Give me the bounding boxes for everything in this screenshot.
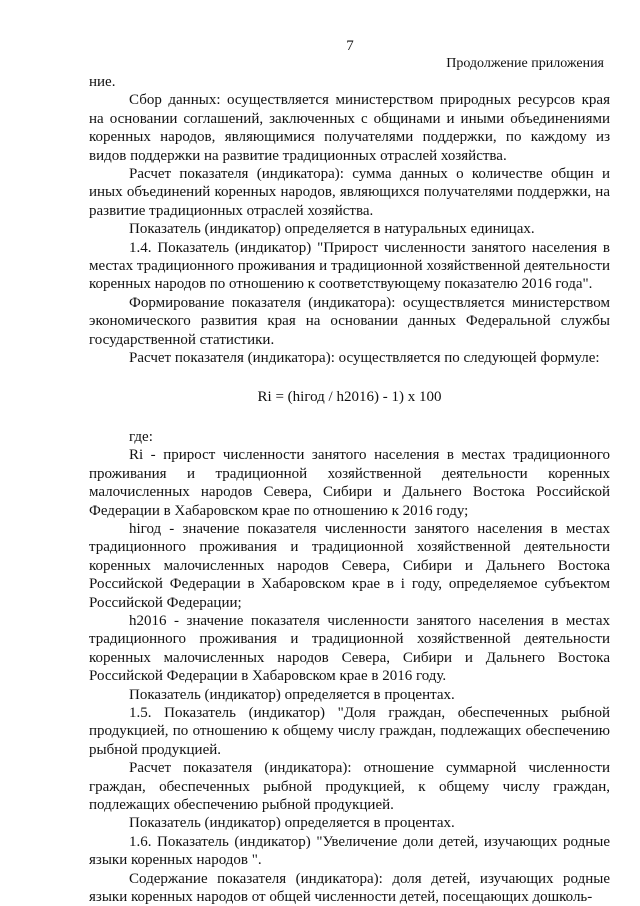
paragraph-units-percent: Показатель (индикатор) определяется в процентах. — [129, 686, 455, 703]
paragraph-units: Показатель (индикатор) определяется в натуральных единицах. — [129, 221, 535, 238]
paragraph-indicator-1-4: 1.4. Показатель (индикатор) "Прирост численности занятого населения в местах традиционного проживания и традиционной хозяйственной деятельности коренных народов по отношению к соответствующему показателю 2016 года". — [89, 239, 610, 293]
paragraph-formation: Формирование показателя (индикатора): осуществляется министерством экономического развития края на основании данных Федеральной службы государственной статистики. — [89, 294, 610, 348]
paragraph-indicator-1-6: 1.6. Показатель (индикатор) "Увеличение доли детей, изучающих родные языки коренных народов ". — [89, 833, 610, 869]
definition-ri: Ri - прирост численности занятого населения в местах традиционного проживания и традиционной хозяйственной деятельности коренных малочисленных народов Севера, Сибири и Дальнего Востока Российской Федерации в Хабаровском крае по отношению к 2016 году; — [89, 447, 610, 519]
formula: Ri = (hiгод / h2016) - 1) x 100 — [257, 388, 442, 405]
paragraph-formula-intro: Расчет показателя (индикатора): осуществляется по следующей формуле: — [129, 350, 600, 367]
header-note: Продолжение приложения — [446, 56, 604, 71]
paragraph-where: где: — [129, 428, 153, 445]
paragraph-content-1-6: Содержание показателя (индикатора): доля детей, изучающих родные языки коренных народов от общей численности детей, посещающих дошколь- — [89, 870, 610, 906]
definition-h2016: h2016 - значение показателя численности занятого населения в местах традиционного проживания и традиционной хозяйственной деятельности коренных малочисленных народов Севера, Сибири и Дальнего Востока Российской Федерации в Хабаровском крае в 2016 году. — [89, 612, 610, 685]
paragraph-calculation-1-5: Расчет показателя (индикатора): отношение суммарной численности граждан, обеспеченных рыбной продукцией, к общему числу граждан, подлежащих обеспечению рыбной продукцией. — [89, 760, 610, 814]
page-number: 7 — [346, 38, 354, 54]
paragraph-units-percent-2: Показатель (индикатор) определяется в процентах. — [129, 815, 455, 832]
paragraph-data-collection: Сбор данных: осуществляется министерством природных ресурсов края на основании соглашений, заключенных с общинами и иными объединениями коренных народов, являющимися получателями поддержки, по каждому из видов поддержки на развитие традиционных отраслей хозяйства. — [89, 92, 610, 164]
document-body — [89, 73, 610, 906]
paragraph-continuation: ние. — [89, 74, 116, 90]
paragraph-calculation: Расчет показателя (индикатора): сумма данных о количестве общин и иных объединений коренных народов, являющихся получателями поддержки, на развитие традиционных отраслей хозяйства. — [89, 166, 610, 219]
definition-hi: hiгод - значение показателя численности занятого населения в местах традиционного проживания и традиционной хозяйственной деятельности коренных малочисленных народов Севера, Сибири и Дальнего Востока Российской Федерации в Хабаровском крае в i году, определяемое субъектом Российской Федерации; — [89, 520, 610, 611]
paragraph-indicator-1-5: 1.5. Показатель (индикатор) "Доля граждан, обеспеченных рыбной продукцией, по отношению к общему числу граждан, подлежащих обеспечению рыбной продукцией. — [89, 705, 610, 758]
